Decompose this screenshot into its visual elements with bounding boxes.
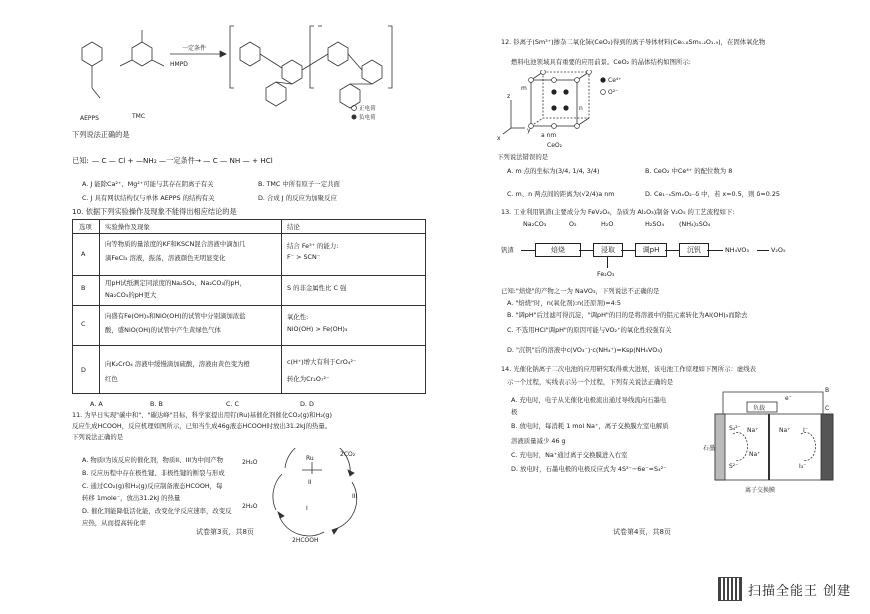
- ceo2-crystal-diagram: [491, 70, 621, 150]
- watermark-text: 扫描全能王 创建: [748, 583, 852, 599]
- cell-label-na-left-top: Na⁺: [747, 427, 759, 434]
- cell-label-electron: e⁻: [785, 395, 792, 402]
- q10-row-d-opt: D: [81, 366, 86, 374]
- flow-below-fe2o3: Fe₂O₃: [597, 270, 615, 278]
- q10-answer-b: B. B: [150, 400, 163, 408]
- q14-option-b1: B. 放电时，每消耗 1 mol Na⁺，离子交换膜左室电解质: [511, 422, 669, 430]
- crystal-label-n: n: [579, 105, 583, 112]
- cell-label-i3: I₃⁻: [799, 463, 807, 470]
- cell-label-graphite: 石墨: [703, 445, 716, 452]
- q12-option-a: A. m 点的坐标为(3/4, 1/4, 3/4): [507, 167, 600, 175]
- q10-answer-a: A. A: [90, 400, 103, 408]
- q14-option-b2: 溶液质量减少 46 g: [511, 437, 566, 445]
- q13-option-a: A. "焙烧"时，n(氧化剂):n(还原剂)=4:5: [507, 299, 621, 307]
- cell-label-c: C: [825, 405, 830, 412]
- cell-label-na-right: Na⁺: [779, 427, 791, 434]
- q10-row-b-op2: Na₂CO₃的pH更大: [105, 291, 157, 299]
- q12-line-1: 12. 钐离子(Sm³⁺)掺杂二氧化铈(CeO₂)得到的离子导体材料(Ce₀.₈Sm₀.₂O₁.₉)，在固体氧化物: [501, 38, 766, 46]
- q10-answer-c: C. C: [226, 400, 239, 408]
- q9-option-d: D. 合成 J 的反应为加聚反应: [258, 194, 337, 202]
- battery-cell-diagram: [703, 384, 843, 496]
- cycle-label-hcooh: 2HCOOH: [292, 537, 319, 544]
- catalytic-cycle-diagram: [240, 448, 390, 544]
- q12-option-d: D. Ce₁₋ₓSmₓO₂₋δ 中，若 x=0.5，则 δ=0.25: [645, 190, 780, 198]
- q14-option-c: C. 充电时，Na⁺通过离子交换膜进入右室: [511, 451, 628, 459]
- legend-ce: Ce⁴⁺: [608, 77, 621, 84]
- q11-option-d1: D. 催化剂能降低活化能，改变化学反应速率，改变反: [82, 507, 232, 515]
- crystal-label-y: y: [527, 127, 531, 134]
- q10-table: [72, 219, 426, 394]
- label-aepps: AEPPS: [80, 115, 99, 122]
- crystal-label-z: z: [507, 93, 511, 100]
- q13-option-c: C. 不选用HCl"调pH"的原因可能与VO₂⁺的氧化性较强有关: [507, 326, 672, 334]
- q10-row-a-op1: 向等物质的量浓度的KF和KSCN混合溶液中滴加几: [105, 240, 246, 248]
- q14-option-d: D. 放电时，石墨电极的电极反应式为 4S²⁻−6e⁻=S₄²⁻: [511, 465, 667, 473]
- q10-row-d-op2: 红色: [105, 375, 118, 383]
- q10-row-d-con1: c(H⁺)增大有利于CrO₄²⁻: [287, 358, 357, 366]
- q10-answer-d: D. D: [300, 400, 314, 408]
- q10-stem: 10. 依据下列实验操作及现象不能得出相应结论的是: [72, 207, 237, 216]
- cell-label-s4: S₄²⁻: [729, 425, 741, 432]
- cycle-label-i: I: [306, 505, 308, 512]
- q10-header-conclusion: 结论: [287, 223, 300, 231]
- cell-label-membrane: 离子交换膜: [745, 487, 776, 494]
- q14-option-a2: 极: [511, 408, 518, 416]
- q12-option-c: C. m、n 两点间的距离为(√2/4)a nm: [507, 190, 615, 198]
- label-hmpd: HMPD: [170, 61, 188, 68]
- q11-line-2: 反应生成HCOOH，反应机理如图所示，已知当生成46g液态HCOOH时放出31.2kJ的热量。: [72, 422, 332, 430]
- legend-negative: 负电荷: [359, 115, 376, 121]
- q13-stem: 13. 工业利用钒渣(主要成分为 FeV₂O₄，杂质为 Al₂O₃)制备 V₂O₅ 的工艺流程如下:: [501, 208, 735, 216]
- q12-stem: 下列说法错误的是: [497, 153, 549, 161]
- flow-top-na2co3: Na₂CO₃: [523, 220, 547, 228]
- q10-row-c-con1: 氧化性:: [287, 313, 309, 321]
- cycle-label-h2o-top: 2H₂O: [242, 459, 258, 466]
- q10-row-a-op2: 滴FeCl₃ 溶液，振荡，溶液颜色无明显变化: [105, 254, 226, 262]
- polymer-structure-figure: [70, 18, 395, 128]
- legend-positive: 正电荷: [359, 106, 376, 112]
- cell-label-i: I⁻: [803, 427, 808, 434]
- flow-top-h2o: H₂O: [601, 220, 614, 228]
- q10-row-c-opt: C: [81, 320, 86, 328]
- scanner-watermark: [718, 577, 868, 601]
- flow-step-precipitate: 沉钒: [679, 243, 709, 257]
- legend-o: O²⁻: [608, 89, 619, 96]
- q13-option-b: B. "调pH"后过滤可得沉淀，"调pH"的目的是将溶液中的铝元素转化为Al(OH)₃而除去: [507, 311, 748, 319]
- q14-line-1: 14. 光催化钠离子二次电池的应用研究取得重大进展，该电池工作原理如下图所示：虚线表: [501, 365, 757, 373]
- qr-code-icon: [718, 577, 742, 601]
- q9-option-b: B. TMC 中所有原子一定共面: [258, 180, 340, 188]
- right-footer: 试卷第4页，共8页: [613, 528, 671, 536]
- q11-line-1: 11. 为早日实现"碳中和"、"碳达峰"目标，科学家提出用钌(Ru)基催化剂催化CO₂(g)和H₂(g): [72, 411, 332, 419]
- label-tmc: TMC: [132, 113, 146, 120]
- cell-label-b: B: [825, 387, 830, 394]
- q10-row-b-opt: B: [81, 284, 86, 292]
- crystal-label-anm: a nm: [541, 132, 557, 139]
- flow-top-o2: O₂: [569, 220, 577, 228]
- cell-label-s2: S²⁻: [729, 463, 739, 470]
- q10-header-option: 选项: [79, 223, 92, 231]
- q14-option-a1: A. 充电时，电子从光催化电极流出通过导线流向石墨电: [511, 396, 667, 404]
- q11-option-b: B. 反应历程中存在极性键、非极性键的断裂与形成: [82, 469, 225, 477]
- flow-step-adjust-ph: 调pH: [635, 243, 667, 257]
- cycle-label-ru: Ru: [306, 455, 314, 462]
- flow-step-nh4vo3: NH₄VO₃: [725, 246, 749, 254]
- q10-row-b-con: S 的非金属性比 C 强: [287, 284, 347, 292]
- q9-known-reaction: — C — Cl + —NH₂ —一定条件→ — C — NH — + HCl: [92, 156, 273, 165]
- q11-option-d2: 应热，从而提高转化率: [82, 519, 146, 527]
- q10-row-a-con2: F⁻ > SCN⁻: [287, 253, 321, 261]
- cell-label-load: 负载: [753, 405, 766, 412]
- q11-option-a: A. 物质I为该反应的催化剂，物质II、III为中间产物: [82, 456, 224, 464]
- cell-label-na-left: Na⁺: [749, 451, 761, 458]
- label-condition: 一定条件: [182, 45, 207, 52]
- right-page: [435, 0, 870, 614]
- q13-known: 已知:"焙烧"的产物之一为 NaVO₃，下列说法不正确的是: [501, 287, 660, 295]
- flow-step-roast: 焙烧: [535, 243, 581, 257]
- q9-known-prefix: 已知:: [72, 156, 89, 165]
- q10-row-d-op1: 向K₂CrO₄ 溶液中缓慢滴加硫酸，溶液由黄色变为橙: [105, 360, 250, 368]
- q12-option-b: B. CeO₂ 中Ce⁴⁺ 的配位数为 8: [645, 167, 733, 175]
- q10-row-a-opt: A: [81, 250, 86, 258]
- q10-row-d-con2: 转化为Cr₂O₇²⁻: [287, 375, 330, 383]
- q10-row-c-op2: 酸，盛NiO(OH)的试管中产生黄绿色气体: [105, 326, 221, 334]
- flow-step-vanadium-slag: 钒渣: [501, 246, 514, 254]
- q14-line-2: 示一个过程，实线表示另一个过程，下列有关说法正确的是: [507, 378, 674, 386]
- q9-stem: 下列说法正确的是: [72, 130, 130, 139]
- q9-option-c: C. J 具有网状结构仅与单体 AEPPS 的结构有关: [82, 194, 215, 202]
- cycle-label-co2: 2CO₂: [340, 451, 356, 458]
- q9-option-a: A. J 能除Ca²⁺、Mg²⁺可能与其存在阴离子有关: [82, 180, 214, 188]
- crystal-label-x: x: [497, 135, 501, 142]
- q10-row-a-con1: 结合 Fe³⁺ 的能力:: [287, 242, 339, 250]
- flow-step-v2o5: V₂O₅: [771, 246, 786, 254]
- cycle-label-h2o-left: 2H₂O: [242, 503, 258, 510]
- q10-row-c-con2: NiO(OH) > Fe(OH)₃: [287, 325, 348, 333]
- flow-top-h2so4: H₂SO₄: [645, 220, 665, 228]
- q10-header-operation: 实验操作及现象: [105, 223, 150, 231]
- crystal-label-m: m: [521, 85, 527, 92]
- crystal-label-ceo2: CeO₂: [547, 142, 563, 149]
- cycle-label-ii: II: [308, 479, 312, 486]
- cycle-label-iii: III: [352, 493, 358, 500]
- left-footer: 试卷第3页，共8页: [196, 528, 254, 536]
- flow-step-leach: 浸取: [593, 243, 623, 257]
- q10-row-b-op1: 用pH试纸测定同浓度的Na₂SO₃、Na₂CO₃的pH，: [105, 279, 246, 287]
- q11-line-3: 下列说法正确的是: [72, 433, 124, 441]
- q10-row-c-op1: 向盛有Fe(OH)₃和NiO(OH)的试管中分别滴加浓盐: [105, 312, 246, 320]
- q11-option-c2: 转移 1mole⁻，放出31.2kJ 的热量: [82, 494, 181, 502]
- q12-line-2: 燃料电池领域具有重要的应用前景。CeO₂ 的晶体结构如图所示:: [511, 58, 691, 66]
- flow-top-nh4so4: (NH₄)₂SO₄: [679, 220, 711, 228]
- q13-option-d: D. "沉钒"后的溶液中c(VO₃⁻)·c(NH₄⁺)=Ksp(NH₄VO₃): [507, 346, 663, 354]
- q11-option-c1: C. 通过CO₂(g)和H₂(g)反应制备液态HCOOH，每: [82, 482, 223, 490]
